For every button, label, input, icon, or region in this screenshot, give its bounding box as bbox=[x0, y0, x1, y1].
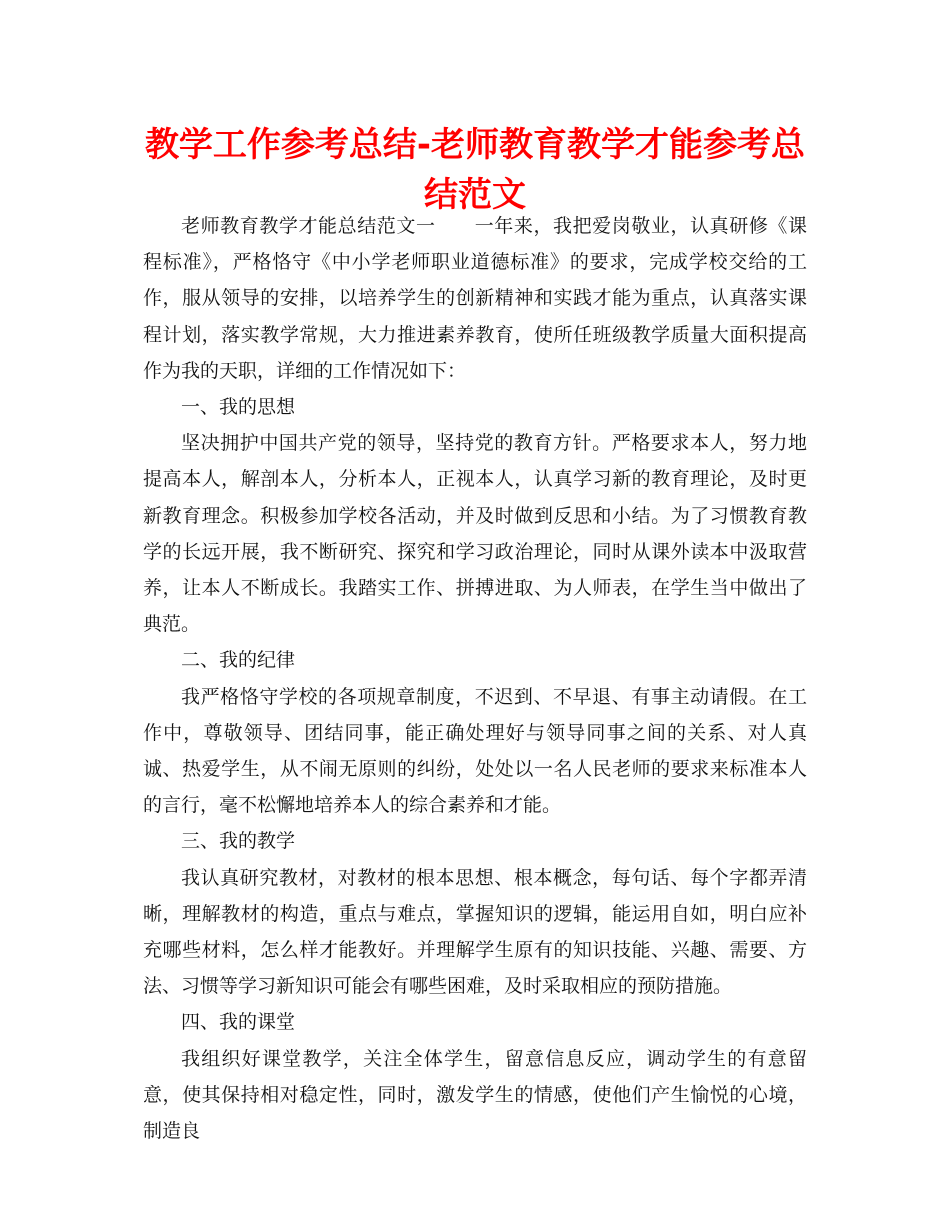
document-body bbox=[143, 208, 807, 1149]
section-heading-classroom: 四、我的课堂 bbox=[181, 1011, 296, 1034]
paragraph-intro: 老师教育教学才能总结范文一 一年来，我把爱岗敬业，认真研修《课程标准》，严格恪守《中小学老师职业道德标准》的要求，完成学校交给的工作，服从领导的安排，以培养学生的创新精神和实践才能为重点，认真落实课程计划，落实教学常规，大力推进素养教育，使所任班级教学质量大面积提高作为我的天职，详细的工作情况如下： bbox=[143, 215, 807, 382]
section-heading-discipline: 二、我的纪律 bbox=[181, 649, 296, 672]
paragraph-discipline: 我严格恪守学校的各项规章制度，不迟到、不早退、有事主动请假。在工作中，尊敬领导、团结同事，能正确处理好与领导同事之间的关系、对人真诚、热爱学生，从不闹无原则的纠纷，处处以一名人民老师的要求来标准本人的言行，毫不松懈地培养本人的综合素养和才能。 bbox=[143, 685, 807, 817]
paragraph-thought: 坚决拥护中国共产党的领导，坚持党的教育方针。严格要求本人，努力地提高本人，解剖本人，分析本人，正视本人，认真学习新的教育理论，及时更新教育理念。积极参加学校各活动，并及时做到反思和小结。为了习惯教育教学的长远开展，我不断研究、探究和学习政治理论，同时从课外读本中汲取营养，让本人不断成长。我踏实工作、拼搏进取、为人师表，在学生当中做出了典范。 bbox=[143, 432, 807, 636]
paragraph-classroom: 我组织好课堂教学，关注全体学生，留意信息反应，调动学生的有意留意，使其保持相对稳定性，同时，激发学生的情感，使他们产生愉悦的心境，制造良 bbox=[143, 1047, 807, 1143]
document-title: 教学工作参考总结-老师教育教学才能参考总结范文 bbox=[144, 125, 806, 215]
section-heading-teaching: 三、我的教学 bbox=[181, 830, 296, 853]
section-heading-thought: 一、我的思想 bbox=[181, 396, 296, 419]
paragraph-teaching: 我认真研究教材，对教材的根本思想、根本概念，每句话、每个字都弄清晰，理解教材的构造，重点与难点，掌握知识的逻辑，能运用自如，明白应补充哪些材料，怎么样才能教好。并理解学生原有的知识技能、兴趣、需要、方法、习惯等学习新知识可能会有哪些困难，及时采取相应的预防措施。 bbox=[143, 866, 807, 998]
